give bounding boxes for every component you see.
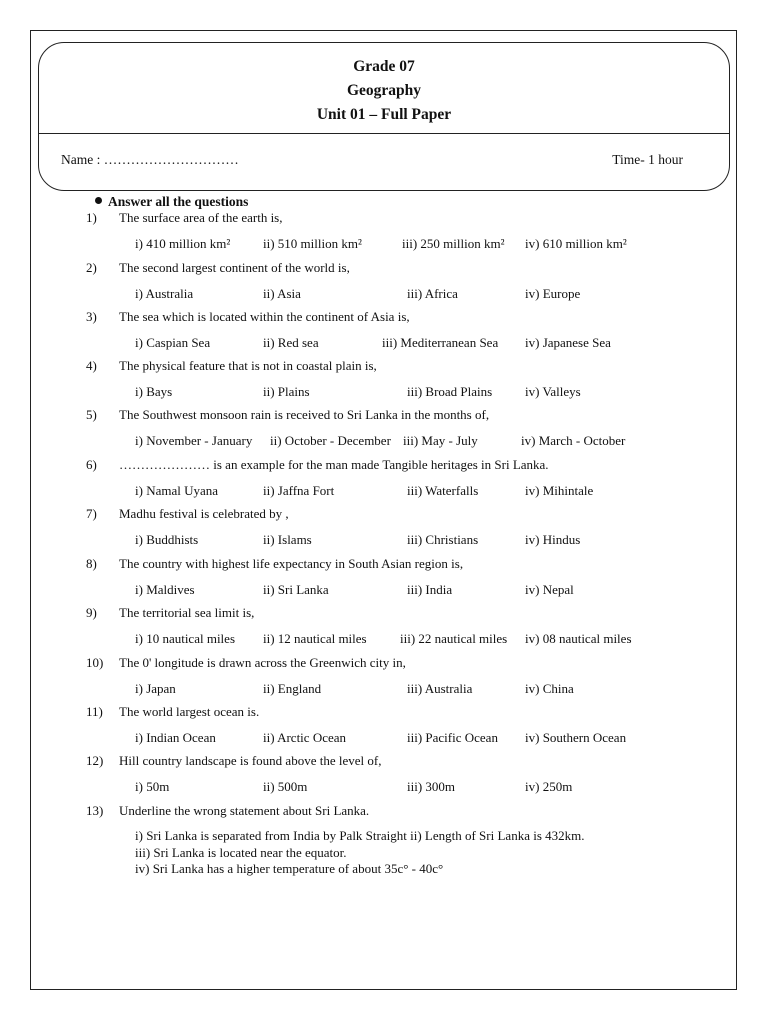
question-text: The country with highest life expectancy in South Asian region is,: [119, 556, 464, 571]
answer-option[interactable]: iv) Hindus: [525, 532, 581, 547]
question-number: 12): [86, 753, 104, 768]
question-text: The territorial sea limit is,: [119, 605, 255, 620]
answer-option[interactable]: i) Indian Ocean: [135, 730, 216, 745]
answer-option[interactable]: iii) 22 nautical miles: [400, 631, 508, 646]
question-number: 13): [86, 803, 104, 818]
answer-option[interactable]: ii) 12 nautical miles: [263, 631, 367, 646]
question-number: 4): [86, 358, 97, 373]
answer-option[interactable]: i) Buddhists: [135, 532, 199, 547]
answer-option[interactable]: iii) 300m: [407, 779, 456, 794]
answer-option[interactable]: iii) Waterfalls: [407, 483, 479, 498]
answer-option[interactable]: iii) 250 million km²: [402, 236, 505, 251]
question-text: The sea which is located within the continent of Asia is,: [119, 309, 410, 324]
question-text: Hill country landscape is found above the level of,: [119, 753, 382, 768]
answer-option[interactable]: iii) Africa: [407, 286, 458, 301]
question-text: Underline the wrong statement about Sri Lanka.: [119, 803, 370, 818]
answer-option[interactable]: ii) Asia: [263, 286, 301, 301]
question-number: 10): [86, 655, 104, 670]
answer-option[interactable]: i) 50m: [135, 779, 170, 794]
answer-option[interactable]: iii) Australia: [407, 681, 473, 696]
answer-option[interactable]: ii) Plains: [263, 384, 310, 399]
answer-option[interactable]: i) 10 nautical miles: [135, 631, 236, 646]
question-text: The second largest continent of the world is,: [119, 260, 350, 275]
q13-statement[interactable]: iv) Sri Lanka has a higher temperature of about 35c° - 40c°: [135, 861, 444, 876]
answer-option[interactable]: i) Maldives: [135, 582, 195, 597]
answer-option[interactable]: iii) Pacific Ocean: [407, 730, 498, 745]
answer-option[interactable]: ii) October - December: [270, 433, 391, 448]
question-number: 8): [86, 556, 97, 571]
question-number: 6): [86, 457, 97, 472]
answer-option[interactable]: iv) Europe: [525, 286, 581, 301]
answer-option[interactable]: i) November - January: [135, 433, 253, 448]
q13-statement[interactable]: iii) Sri Lanka is located near the equator.: [135, 845, 347, 860]
question-number: 7): [86, 506, 97, 521]
answer-option[interactable]: i) Namal Uyana: [135, 483, 219, 498]
header-divider: [39, 133, 729, 134]
answer-option[interactable]: i) 410 million km²: [135, 236, 231, 251]
answer-option[interactable]: iv) Mihintale: [525, 483, 594, 498]
answer-option[interactable]: iv) Nepal: [525, 582, 574, 597]
question-number: 5): [86, 407, 97, 422]
answer-option[interactable]: ii) Jaffna Fort: [263, 483, 335, 498]
answer-option[interactable]: iv) 08 nautical miles: [525, 631, 632, 646]
answer-option[interactable]: iii) Broad Plains: [407, 384, 493, 399]
question-text: The world largest ocean is.: [119, 704, 260, 719]
question-text: ………………… is an example for the man made Tangible heritages in Sri Lanka.: [119, 457, 549, 472]
instruction-text: Answer all the questions: [108, 194, 249, 209]
answer-option[interactable]: iv) Valleys: [525, 384, 581, 399]
grade-title: Grade 07: [353, 58, 415, 75]
answer-option[interactable]: ii) Sri Lanka: [263, 582, 329, 597]
answer-option[interactable]: iv) 250m: [525, 779, 573, 794]
subject-title: Geography: [346, 82, 422, 99]
instruction: [95, 194, 248, 210]
answer-option[interactable]: iii) Mediterranean Sea: [382, 335, 499, 350]
answer-option[interactable]: ii) Red sea: [263, 335, 319, 350]
question-number: 1): [86, 210, 97, 225]
answer-option[interactable]: iii) May - July: [403, 433, 478, 448]
question-number: 3): [86, 309, 97, 324]
name-field[interactable]: Name : …………………………: [61, 152, 239, 167]
paper-title: Unit 01 – Full Paper: [316, 106, 452, 123]
answer-option[interactable]: i) Japan: [135, 681, 176, 696]
answer-option[interactable]: iv) 610 million km²: [525, 236, 627, 251]
answer-option[interactable]: i) Caspian Sea: [135, 335, 211, 350]
answer-option[interactable]: ii) Islams: [263, 532, 312, 547]
answer-option[interactable]: ii) 510 million km²: [263, 236, 362, 251]
answer-option[interactable]: iii) Christians: [407, 532, 479, 547]
question-text: The 0' longitude is drawn across the Greenwich city in,: [119, 655, 406, 670]
question-text: The Southwest monsoon rain is received to Sri Lanka in the months of,: [119, 407, 490, 422]
question-number: 9): [86, 605, 97, 620]
answer-option[interactable]: ii) 500m: [263, 779, 308, 794]
answer-option[interactable]: iv) March - October: [521, 433, 626, 448]
header-box: [38, 42, 730, 191]
answer-option[interactable]: iv) Southern Ocean: [525, 730, 627, 745]
answer-option[interactable]: ii) England: [263, 681, 322, 696]
answer-option[interactable]: iv) China: [525, 681, 574, 696]
question-text: Madhu festival is celebrated by ,: [119, 506, 289, 521]
time-label: Time- 1 hour: [612, 152, 683, 167]
bullet-icon: [95, 197, 102, 204]
answer-option[interactable]: iii) India: [407, 582, 453, 597]
answer-option[interactable]: ii) Arctic Ocean: [263, 730, 347, 745]
answer-option[interactable]: i) Australia: [135, 286, 194, 301]
answer-option[interactable]: i) Bays: [135, 384, 173, 399]
question-text: The surface area of the earth is,: [119, 210, 283, 225]
question-number: 11): [86, 704, 103, 719]
answer-option[interactable]: iv) Japanese Sea: [525, 335, 611, 350]
question-number: 2): [86, 260, 97, 275]
question-text: The physical feature that is not in coastal plain is,: [119, 358, 377, 373]
q13-statement[interactable]: i) Sri Lanka is separated from India by Palk Straight ii) Length of Sri Lanka is 432km.: [135, 828, 585, 843]
